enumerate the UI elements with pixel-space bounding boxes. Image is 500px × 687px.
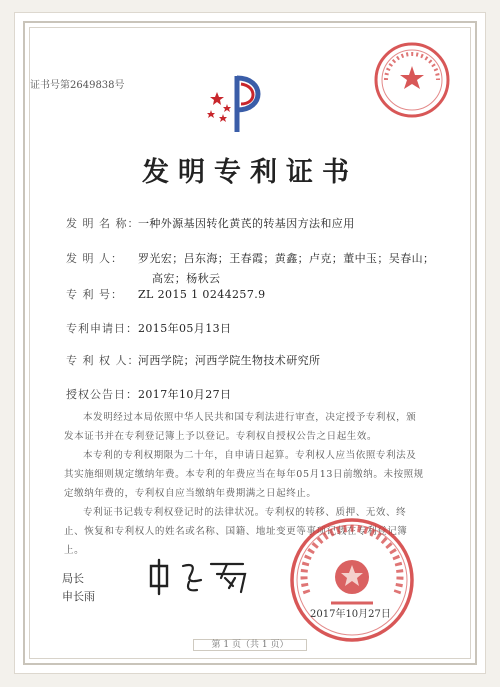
field-label: 专 利 号： bbox=[66, 288, 123, 301]
field-value: 2017年10月27日 bbox=[138, 388, 232, 401]
signature-icon bbox=[145, 556, 255, 596]
patent-number-row bbox=[66, 286, 266, 302]
page-title: 发明专利证书 bbox=[142, 157, 358, 188]
page-footer bbox=[0, 637, 500, 650]
patentee-row bbox=[66, 352, 320, 368]
field-label: 发 明 人： bbox=[66, 252, 123, 265]
page-indicator: 第 1 页（共 1 页） bbox=[193, 639, 308, 651]
field-value-continued: 高宏；杨秋云 bbox=[152, 272, 221, 285]
certificate-number: 证书号第2649838号 bbox=[30, 80, 125, 91]
body-paragraph: 本发明经过本局依照中华人民共和国专利法进行审查，决定授予专利权，颁发本证书并在专利登记簿上予以登记。专利权自授权公告之日起生效。 bbox=[64, 412, 417, 442]
field-label: 专 利 权 人： bbox=[66, 354, 140, 367]
body-paragraph: 本专利的专利权期限为二十年，自申请日起算。专利权人应当依照专利法及其实施细则规定缴纳年费。本专利的年费应当在每年05月13日前缴纳。未按照规定缴纳年费的，专利权自应当缴纳年费期满之日起终止。 bbox=[64, 450, 424, 499]
application-date-row bbox=[66, 320, 231, 336]
body-paragraph: 专利证书记载专利权登记时的法律状况。专利权的转移、质押、无效、终止、恢复和专利权人的姓名或名称、国籍、地址变更等事项记载在专利登记簿上。 bbox=[64, 507, 408, 556]
field-value: 一种外源基因转化黄芪的转基因方法和应用 bbox=[138, 217, 355, 230]
patent-office-logo-icon bbox=[203, 70, 273, 140]
inventors-row bbox=[66, 250, 434, 286]
field-label: 专利申请日： bbox=[66, 322, 138, 335]
field-label: 发 明 名 称： bbox=[66, 217, 140, 230]
field-label: 授权公告日： bbox=[66, 388, 138, 401]
invention-name-row bbox=[66, 215, 355, 231]
field-value: 罗光宏；吕东海；王春霞；黄鑫；卢克；董中玉；吴春山； bbox=[138, 252, 435, 265]
field-value: ZL 2015 1 0244257.9 bbox=[138, 288, 266, 301]
field-value: 2015年05月13日 bbox=[138, 322, 232, 335]
top-seal-icon bbox=[372, 40, 452, 120]
chief-name: 申长雨 bbox=[62, 590, 95, 603]
grant-date-row bbox=[66, 386, 231, 402]
seal-date: 2017年10月27日 bbox=[310, 609, 391, 620]
chief-title: 局长 bbox=[62, 572, 84, 585]
official-seal-icon bbox=[287, 515, 417, 645]
field-value: 河西学院；河西学院生物技术研究所 bbox=[138, 354, 321, 367]
